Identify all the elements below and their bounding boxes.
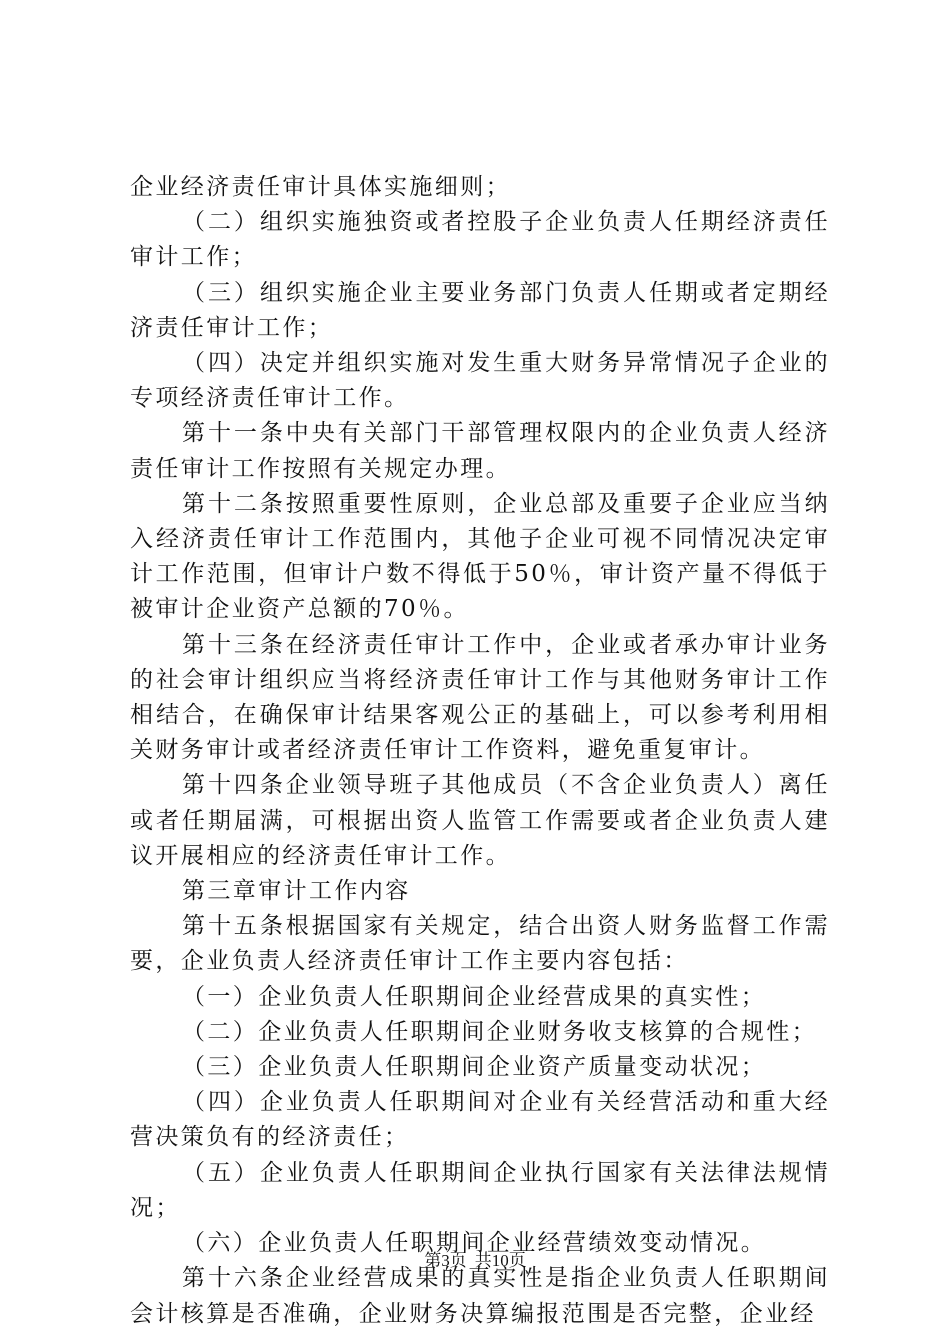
paragraph: 第十一条中央有关部门干部管理权限内的企业负责人经济责任审计工作按照有关规定办理。 (130, 420, 830, 482)
paragraph: 企业经济责任审计具体实施细则； (130, 174, 511, 200)
paragraph: 第三章审计工作内容 (182, 878, 411, 905)
paragraph: （三）企业负责人任职期间企业资产质量变动状况； (182, 1054, 767, 1081)
paragraph: 第十五条根据国家有关规定，结合出资人财务监督工作需要，企业负责人经济责任审计工作主要内容包括： (130, 913, 830, 975)
paragraph: （六）企业负责人任职期间企业经营绩效变动情况。 (182, 1230, 767, 1257)
paragraph: （二）组织实施独资或者控股子企业负责人任期经济责任审计工作； (130, 209, 830, 271)
document-body (130, 170, 830, 1332)
paragraph: （三）组织实施企业主要业务部门负责人任期或者定期经济责任审计工作； (130, 279, 830, 341)
paragraph: （二）企业负责人任职期间企业财务收支核算的合规性； (182, 1018, 817, 1045)
page-footer (0, 1246, 950, 1271)
paragraph: 第十六条企业经营成果的真实性是指企业负责人任职期间会计核算是否准确，企业财务决算编报范围是否完整，企业经 (130, 1265, 830, 1327)
paragraph: （四）企业负责人任职期间对企业有关经营活动和重大经营决策负有的经济责任； (130, 1089, 830, 1151)
page-number: 第3页 (424, 1251, 467, 1270)
paragraph: （一）企业负责人任职期间企业经营成果的真实性； (182, 983, 767, 1010)
paragraph: （五）企业负责人任职期间企业执行国家有关法律法规情况； (130, 1159, 830, 1221)
paragraph: （四）决定并组织实施对发生重大财务异常情况子企业的专项经济责任审计工作。 (130, 350, 830, 412)
page-total: 共10页 (474, 1251, 526, 1270)
paragraph: 第十二条按照重要性原则，企业总部及重要子企业应当纳入经济责任审计工作范围内，其他子企业可视不同情况决定审计工作范围，但审计户数不得低于50％，审计资产量不得低于被审计企业资产总额的70％。 (130, 490, 830, 623)
paragraph: 第十三条在经济责任审计工作中，企业或者承办审计业务的社会审计组织应当将经济责任审计工作与其他财务审计工作相结合，在确保审计结果客观公正的基础上，可以参考利用相关财务审计或者经济责任审计工作资料，避免重复审计。 (130, 631, 830, 764)
paragraph: 第十四条企业领导班子其他成员（不含企业负责人）离任或者任期届满，可根据出资人监管工作需要或者企业负责人建议开展相应的经济责任审计工作。 (130, 772, 830, 869)
